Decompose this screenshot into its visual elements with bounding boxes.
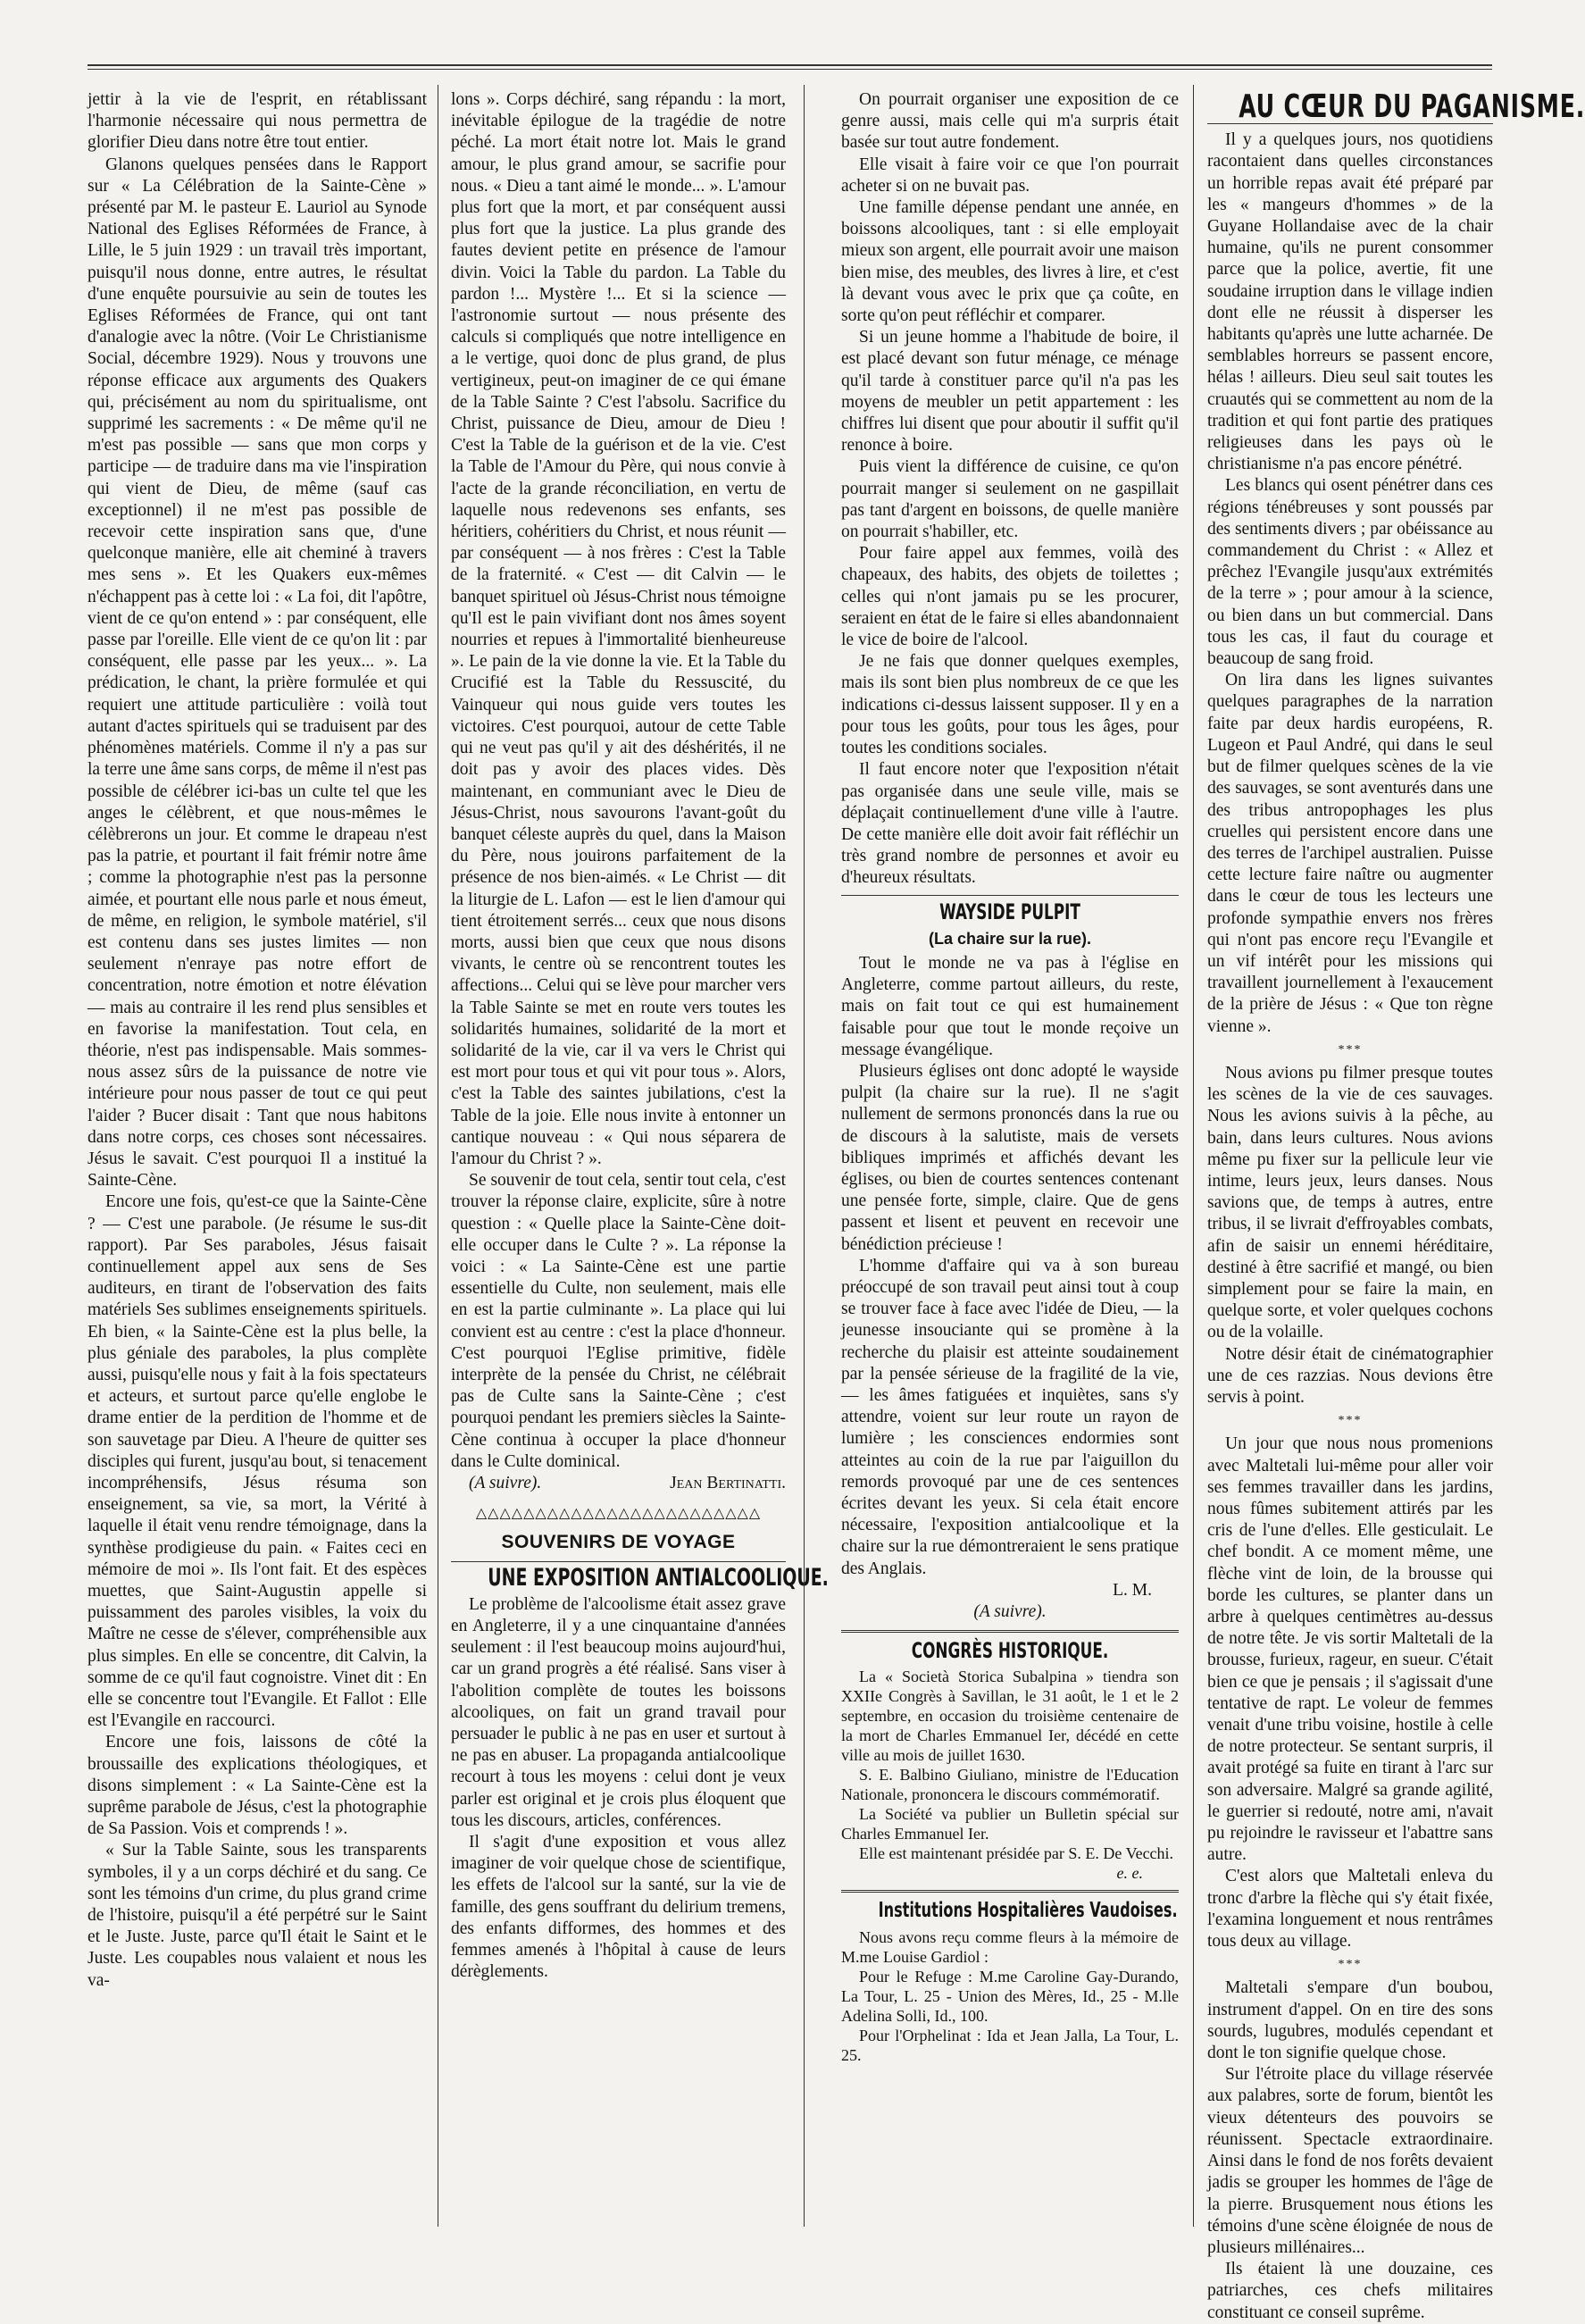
section-stars: *** — [1338, 1042, 1363, 1057]
rule — [451, 1561, 786, 1562]
paragraph: lons ». Corps déchiré, sang répandu : la mort, inévitable épilogue de la tragédie de notre péché. La mort était notre lot. Mais le grand amour, le plus grand amour, se sacrifie pour nous. « Dieu a tant aimé le monde... ». L'amour plus fort que la mort, et par conséquent aussi plus fort que la justice. La plus grande des fautes devient petite en présence de l'amour divin. Voici la Table du pardon. La Table du pardon !... Mystère !... Et si la science — l'astronomie surtout — nous présente des calculs si compliqués que notre intelligence en a le vertige, quoi donc de plus grand, de plus vertigineux, peut-on imaginer de ce qui émane de la Table Sainte ? C'est l'absolu. Sacrifice du Christ, puissance de Dieu, amour de Dieu ! C'est la Table de la guérison et de la vie. C'est la Table de l'Amour du Père, qui nous convie à l'acte de la grande réconciliation, en vertu de laquelle nous redevenons ses enfants, ses héritiers, cohéritiers du Christ, et nous réunit — par conséquent — à nos frères : C'est la Table de la fraternité. « C'est — dit Calvin — le banquet spirituel où Jésus-Christ nous témoigne qu'Il est le pain vivifiant dont nos âmes soyent nourries et repues à l'immortalité bienheureuse ». Le pain de la vie donne la vie. Et la Table du Crucifié est la Table du Ressuscité, du Vainqueur qui nous guide vers toutes les victoires. C'est pourquoi, autour de cette Table qui ne veut pas qu'il y ait des déshérités, il ne doit pas y avoir des places vides. Dès maintenant, en communiant avec le Dieu de Jésus-Christ, nous savourons l'avant-goût du banquet céleste auprès du quel, dans la Maison du Père, nous jouirons parfaitement de la présence de nos bien-aimés. « Le Christ — dit la liturgie de L. Lafon — est le lien d'amour qui tient étroitement serrés... ceux que nous disons morts, aussi bien que ceux que nous disons vivants, le centre où se rencontrent toutes les affections... Celui qui se lève pour marcher vers la Table Sainte se met en route vers toutes les solidarités humaines, solidarité de la mort et solidarité de la vie, car il va vers le Christ qui est mort pour tous et qui vit pour tous ». Alors, c'est la Table des saintes jubilations, c'est la Table de la joie. Elle nous invite à entonner un cantique nouveau : « Qui nous séparera de l'amour du Christ ? ». — [451, 90, 786, 1168]
column-3 — [841, 89, 1179, 2222]
paragraph: Glanons quelques pensées dans le Rapport sur « La Célébration de la Sainte-Cène » présenté par M. le pasteur E. Lauriol au Synode National des Eglises Réformées de France, à Lille, le 5 juin 1929 : un travail très important, puisqu'il nous donne, entre autres, le résultat d'une enquête poursuivie au sein de toutes les Eglises Réformées de France, qui ont tant d'analogie avec la nôtre. (Voir Le Christianisme Social, décembre 1929). Nous y trouvons une réponse efficace aux arguments des Quakers qui, précisément au nom du spiritualisme, ont supprimé les sacrements : « De même qu'il ne m'est pas possible — sans que mon corps y participe — de traduire dans ma vie l'inspiration qui vient de Dieu, de même (sauf cas exceptionnel) il ne m'est pas possible de recevoir cette inspiration sans que, d'une quelconque manière, elle ait cheminé à travers mes sens ». Et les Quakers eux-mêmes n'échappent pas à cette loi : « La foi, dit l'apôtre, vient de ce qu'on entend » : par conséquent, elle passe par l'oreille. Elle vient de ce qu'on lit : par conséquent, elle passe par les yeux... ». La prédication, le chant, la prière formulée et qui requiert une attitude particulière : voilà tout autant d'actes spirituels qui se traduisent par des phénomènes matériels. Comme il n'y a pas sur la terre une âme sans corps, de même il n'est pas possible de célébrer ici-bas un culte tel que les anges le célèbrent, et que nous-mêmes le célèbrerons un jour. Et comme le drapeau n'est pas la patrie, et pourtant il fait frémir notre âme ; comme la photographie n'est pas la personne aimée, et pourtant elle nous parle et nous émeut, de même, en religion, le symbole matériel, s'il est contenu dans ses justes limites — non seulement n'enraye pas notre effort de concentration, notre émotion et notre élévation — mais au contraire il les rend plus sensibles et en favorise la manifestation. Tout cela, en théorie, n'est pas indispensable. Mais sommes-nous assez sûrs de la puissance de notre vie intérieure pour nous passer de tout ce qui peut l'aider ? Bucer disait : Tant que nous habitons dans notre corps, ces choses sont nécessaires. Jésus le savait. C'est pourquoi Il a institué la Sainte-Cène. — [88, 155, 427, 1191]
section-stars: *** — [1338, 1958, 1363, 1972]
column-4 — [1207, 88, 1585, 2322]
paragraph: Une famille dépense pendant une année, en boissons alcooliques, tant : si elle employait mieux son argent, elle pourrait avoir une maison bien mise, des meubles, des livres à lire, et c'est là devant vous avec le prix que ça coûte, en sorte qu'on peut réfléchir et comparer. — [841, 198, 1179, 326]
author-name: Jean Bertinatti. — [670, 1474, 786, 1492]
paragraph: S. E. Balbino Giuliano, ministre de l'Education Nationale, prononcera le discours commémoratif. — [841, 1766, 1179, 1804]
article-subtitle: (La chaire sur la rue). — [928, 929, 1092, 948]
paragraph: jettir à la vie de l'esprit, en rétablissant l'harmonie nécessaire qui nous permettra de glorifier Dieu dans notre être tout entier. — [88, 90, 427, 153]
paragraph: Notre désir était de cinématographier une de ces razzias. Nous devions être servis à point. — [1207, 1344, 1493, 1407]
paragraph: Un jour que nous nous promenions avec Maltetali lui-même pour aller voir ses femmes travailler dans les jardins, nous fûmes subitement attirés par les cris de l'une d'elles. Elle gesticulait. Le chef bondit. A ce moment même, une flèche vint de loin, de la brousse qui borde les cultures, se planter dans un arbre à quelques centimètres au-dessus de notre tête. Je vis sortir Maltetali de la brousse, furieux, rageur, en sueur. C'était bien ce que je pensais ; il s'agissait d'une tentative de rapt. Le voleur de femmes venait d'une tribu voisine, hostile à celle de notre protecteur. Se sentant surpris, il avait protégé sa fuite en tirant à l'arc sur son adversaire. Malgré sa grande agilité, le guerrier si redouté, notre ami, n'avait pu rejoindre le ravisseur et l'abattre sans autre. — [1207, 1434, 1493, 1865]
article-title: AU CŒUR DU PAGANISME. — [1239, 88, 1585, 125]
paragraph: L'homme d'affaire qui va à son bureau préoccupé de son travail peut ainsi tout à coup se trouver face à face avec l'idée de Dieu, — la jeunesse insouciante qui se promène à la recherche du plaisir est atteinte soudainement par la pensée sérieuse de la fragilité de la vie, — les âmes fatiguées et inquiètes, sans s'y attendre, voient sur leur route un rayon de lumière ; les consciences endormies sont atteintes au coin de la rue par l'aiguillon du remords provoqué par une de ces sentences écrites devant les yeux. Si cela était encore nécessaire, l'exposition antialcoolique et la chaire sur la rue démontreraient le sens pratique des Anglais. — [841, 1256, 1179, 1578]
section-kicker: SOUVENIRS DE VOYAGE — [501, 1532, 736, 1553]
column-divider — [804, 85, 805, 2227]
to-be-continued: (A suivre). — [469, 1474, 542, 1492]
paragraph: Le problème de l'alcoolisme était assez grave en Angleterre, il y a une cinquantaine d'années seulement : il l'est beaucoup moins aujourd'hui, car un grand progrès a été réalisé. Sans viser à l'abolition complète de toutes les boissons alcooliques, on fait un grand travail pour persuader le public à ne pas en user et surtout à ne pas en abuser. La propaganda antialcoolique recourt à tous les moyens : celui dont je veux parler est original et je crois plus éloquent que tous les discours, articles, conférences. — [451, 1594, 786, 1830]
section-stars: *** — [1338, 1414, 1363, 1428]
paragraph: Elle visait à faire voir ce que l'on pourrait acheter si on ne buvait pas. — [841, 155, 1179, 196]
article-signature — [451, 1473, 786, 1494]
paragraph: Nous avons reçu comme fleurs à la mémoire de M.me Louise Gardiol : — [841, 1927, 1179, 1966]
paragraph: Sur l'étroite place du village réservée aux palabres, sorte de forum, bientôt les vieux détenteurs des pouvoirs se réunissent. Spectacle extraordinaire. Ainsi dans le fond de nos forêts devaient jadis se grouper les hommes de l'âge de la pierre. Brusquement nous étions les témoins d'une scène éloignée de nous de plusieurs millénaires... — [1207, 2065, 1493, 2257]
article-title: Institutions Hospitalières Vaudoises. — [878, 1899, 1178, 1923]
paragraph: Puis vient la différence de cuisine, ce qu'on pourrait manger si seulement on ne gaspillait pas tant d'argent en boissons, de quelle manière on pourrait s'habiller, etc. — [841, 457, 1179, 542]
article-signature: e. e. — [1116, 1864, 1143, 1883]
top-rule — [88, 64, 1492, 70]
paragraph: Nous avions pu filmer presque toutes les scènes de la vie de ces sauvages. Nous les avions suivis à la pêche, au bain, dans leurs cultures. Nous avions même pu fixer sur la pellicule leur vie intime, leurs jeux, leurs danses. Nous savions que, de temps à autres, entre tribus, il se livrait d'effroyables combats, afin de saisir un ennemi héréditaire, destiné à être sacrifié et mangé, ou bien simplement pour se faire la main, en quelque sorte, et voler quelques cochons ou de la volaille. — [1207, 1063, 1493, 1342]
article-title: CONGRÈS HISTORIQUE. — [911, 1638, 1109, 1664]
rule — [841, 1890, 1179, 1893]
to-be-continued: (A suivre). — [973, 1602, 1047, 1622]
paragraph: Maltetali s'empare d'un boubou, instrument d'appel. On en tire des sons sourds, lugubres, modulés cependant et dont le ton signifie quelque chose. — [1207, 1978, 1493, 2063]
column-2 — [451, 89, 829, 2222]
rule — [841, 1630, 1179, 1633]
paragraph: Tout le monde ne va pas à l'église en Angleterre, comme partout ailleurs, du reste, mais on fait tout ce qui est humainement faisable pour que tout le monde reçoive un message évangélique. — [841, 953, 1179, 1059]
paragraph: Pour faire appel aux femmes, voilà des chapeaux, des habits, des objets de toilettes ; celles qui n'ont jamais pu se les procurer, seraient en état de le faire si elles abandonnaient le vice de boire de l'alcool. — [841, 544, 1179, 650]
paragraph: « Sur la Table Sainte, sous les transparents symboles, il y a un corps déchiré et du sang. Ce sont les témoins d'un crime, du plus grand crime de l'histoire, puisqu'il a été perpétré sur le Saint et le Juste. Juste, parce qu'Il était le Saint et le Juste. Les coupables nous valaient et nous les va- — [88, 1841, 427, 1990]
paragraph: Il faut encore noter que l'exposition n'était pas organisée dans une seule ville, mais se déplaçait continuellement d'une ville à l'autre. De cette manière elle doit avoir fait réfléchir un très grand nombre de personnes et avoir eu d'heureux résultats. — [841, 760, 1179, 888]
article-signature: L. M. — [1113, 1580, 1152, 1600]
paragraph: Si un jeune homme a l'habitude de boire, il est placé devant son futur ménage, ce ménage qu'il tarde à constituer parce qu'il n'a pas les moyens de meubler un petit appartement : les chiffres lui disent que pour aboutir il suffit qu'il renonce à boire. — [841, 328, 1179, 456]
paragraph: Les blancs qui osent pénétrer dans ces régions ténébreuses y sont poussés par des sentiments divers ; par obéissance au commandement du Christ : « Allez et prêchez l'Evangile jusqu'aux extrémités de la terre » ; pour amour à la science, ou bien dans un but commercial. Dans tous les cas, il faut du courage et beaucoup de sang froid. — [1207, 476, 1493, 669]
paragraph: Encore une fois, qu'est-ce que la Sainte-Cène ? — C'est une parabole. (Je résume le sus-dit rapport). Par Ses paraboles, Jésus faisait continuellement appel aux sens de Ses auditeurs, en tirant de l'observation des faits matériels Ses sublimes enseignements spirituels. Eh bien, « la Sainte-Cène est la plus belle, la plus géniale des paraboles, la plus complète aussi, puisqu'elle nous y fait à la fois spectateurs et acteurs, et surtout parce qu'elle englobe le drame entier de la perdition de l'homme et de son sauvetage par Dieu. A l'heure de quitter ses disciples qui furent, jusqu'au bout, si tenacement incompréhensifs, Jésus résuma son enseignement, sa vie, sa mort, la Vérité à laquelle il était venu rendre témoignage, dans la synthèse prodigieuse du pain. « Faites ceci en mémoire de moi ». Ils l'ont fait. Et des espèces muettes, que Saint-Augustin appelle si puissamment des paroles visibles, la voix du Maître ne cesse de s'élever, compréhensible aux plus simples. En elle se concentre, dit Calvin, la somme de ce qu'il faut cognoistre. Vinet dit : En elle se concentre tout l'Evangile. Et Fallot : Elle est l'Evangile en raccourci. — [88, 1192, 427, 1731]
article-title: WAYSIDE PULPIT — [939, 899, 1080, 924]
rule — [841, 895, 1179, 896]
column-divider — [1193, 85, 1194, 2227]
paragraph: Pour l'Orphelinat : Ida et Jean Jalla, La Tour, L. 25. — [841, 2026, 1179, 2064]
column-1 — [88, 89, 427, 2222]
paragraph: La « Società Storica Subalpina » tiendra son XXIIe Congrès à Savillan, le 31 août, le 1 et le 2 septembre, en occasion du troisième centenaire de la mort de Charles Emmanuel Ier, décédé en cette ville au mois de juillet 1630. — [841, 1668, 1179, 1765]
paragraph: On pourrait organiser une exposition de ce genre aussi, mais celle qui m'a surpris était basée sur tout autre fondement. — [841, 90, 1179, 153]
paragraph: Je ne fais que donner quelques exemples, mais ils sont bien plus nombreux de ce que les indications ci-dessus laissent supposer. Il y en a pour tous les goûts, pour tous les âges, pour toutes les conditions sociales. — [841, 652, 1179, 758]
paragraph: Il y a quelques jours, nos quotidiens racontaient dans quelles circonstances un horrible repas avait été préparé par les « mangeurs d'hommes » de la Guyane Hollandaise avec de la chair humaine, qu'ils ne purent consommer parce que la police, avertie, fit une soudaine irruption dans le village indien dont elle ne réussit à disperser les habitants qu'après une lutte acharnée. De semblables horreurs se passent encore, hélas ! ailleurs. Dieu seul sait toutes les cruautés qui se commettent au nom de la tradition et qui font partie des pratiques religieuses dans les pays où le christianisme n'a pas encore pénétré. — [1207, 130, 1493, 474]
paragraph: Encore une fois, laissons de côté la broussaille des explications théologiques, et disons simplement : « La Sainte-Cène est la suprême parabole de Jésus, c'est la photographie de Sa Passion. Vois et comprends ! ». — [88, 1733, 427, 1839]
paragraph: Pour le Refuge : M.me Caroline Gay-Durando, La Tour, L. 25 - Union des Mères, Id., 25 - M.lle Adelina Solli, Id., 100. — [841, 1967, 1179, 2025]
paragraph: Ils étaient là une douzaine, ces patriarches, ces chefs militaires constituant ce conseil suprême. — [1207, 2260, 1493, 2322]
paragraph: Se souvenir de tout cela, sentir tout cela, c'est trouver la réponse claire, explicite, sûre à notre question : « Quelle place la Sainte-Cène doit-elle occuper dans le Culte ? ». La réponse la voici : « La Sainte-Cène est une partie essentielle du Culte, non seulement, mais elle en est la partie culminante ». La place qui lui convient est au centre : c'est la place d'honneur. C'est pourquoi l'Eglise primitive, fidèle interprète de la pensée du Christ, ne célébrait pas de Culte sans la Sainte-Cène ; c'est pourquoi pendant les premiers siècles la Sainte-Cène continua à occuper la place d'honneur dans le Culte dominical. — [451, 1171, 786, 1471]
paragraph: On lira dans les lignes suivantes quelques paragraphes de la narration faite par deux hardis européens, R. Lugeon et Paul André, qui dans le seul but de filmer quelques scènes de la vie des sauvages, se sont aventurés dans une des tribus antropophages les plus cruelles qui persistent encore dans une des terres de l'archipel australien. Puisse cette lecture faire naître ou augmenter dans le cœur de tous les lecteurs une profonde sympathie envers nos frères qui n'ont pas encore reçu l'Evangile et un vif intérêt pour les missions qui travaillent journellement à l'exaucement de la prière de Jésus : « Que ton règne vienne ». — [1207, 671, 1493, 1036]
paragraph: Il s'agit d'une exposition et vous allez imaginer de voir quelque chose de scientifique, les effets de l'alcool sur la santé, sur la vie de famille, des gens souffrant du delirium tremens, des enfants difformes, des hommes et des femmes amenés à l'hôpital à cause de leurs dérèglements. — [451, 1833, 786, 1982]
paragraph: Elle est maintenant présidée par S. E. De Vecchi. — [859, 1844, 1174, 1863]
ornament-divider: △△△△△△△△△△△△△△△△△△△△△△△△ — [475, 1506, 762, 1522]
article-title: UNE EXPOSITION ANTIALCOOLIQUE. — [488, 1563, 829, 1592]
paragraph: C'est alors que Maltetali enleva du tronc d'arbre la flèche qui s'y était fixée, l'examina longuement et nous rentrâmes tous deux au village. — [1207, 1867, 1493, 1952]
paragraph: Plusieurs églises ont donc adopté le wayside pulpit (la chaire sur la rue). Il ne s'agit nullement de sermons prononcés dans la rue ou de discours à la salutiste, mais de versets bibliques imprimés et affichés devant les églises, ou bien de courtes sentences contenant une pensée forte, simple, claire. Que de gens passent et lisent et peuvent en recevoir une bénédiction précieuse ! — [841, 1061, 1179, 1254]
paragraph: La Société va publier un Bulletin spécial sur Charles Emmanuel Ier. — [841, 1805, 1179, 1843]
